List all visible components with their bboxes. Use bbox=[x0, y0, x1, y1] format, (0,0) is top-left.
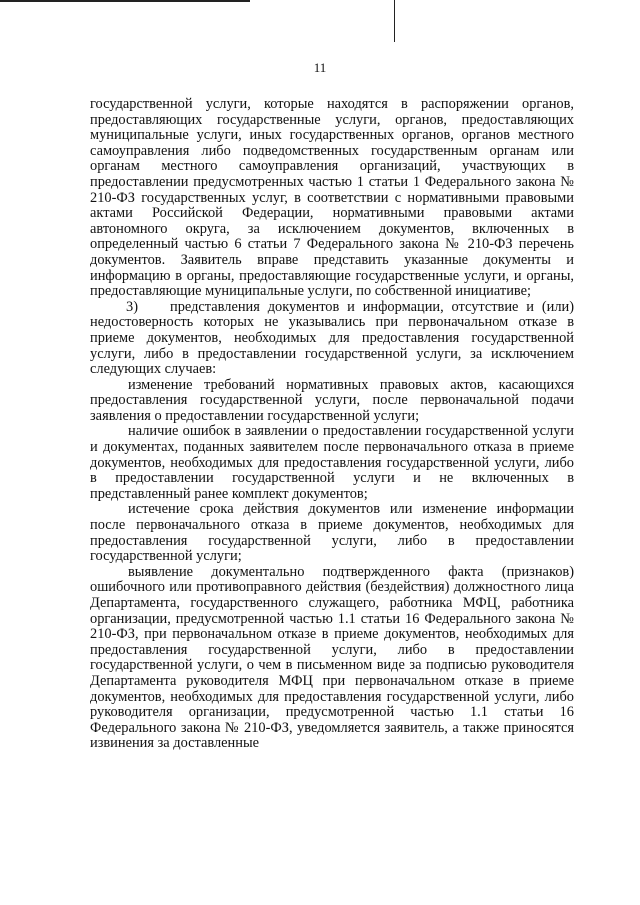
paragraph-continued: государственной услуги, которые находятся в распоряжении органов, предоставляющих государственные услуги, органов, предоставляющих муниципальные услуги, иных государственных органов, органов местного самоуправления либо подведомственных государственным органам или органам местного самоуправления организаций, участвующих в предоставлении предусмотренных частью 1 статьи 1 Федерального закона № 210-ФЗ государственных услуг, в соответствии с нормативными правовыми актами Российской Федерации, нормативными правовыми актами автономного округа, за исключением документов, включенных в определенный частью 6 статьи 7 Федерального закона № 210-ФЗ перечень документов. Заявитель вправе представить указанные документы и информацию в органы, предоставляющие государственные услуги, и органы, предоставляющие муниципальные услуги, по собственной инициативе; bbox=[90, 96, 574, 300]
item-3-text: представления документов и информации, отсутствие и (или) недостоверность которых не указывались при первоначальном отказе в приеме документов, необходимых для предоставления государственной услуги, либо в предоставлении государственной услуги, за исключением следующих случаев: bbox=[90, 298, 574, 378]
paragraph-case-requirements-change: изменение требований нормативных правовых актов, касающихся предоставления государственной услуги, после первоначальной подачи заявления о предоставлении государственной услуги; bbox=[90, 376, 574, 424]
item-number: 3) bbox=[126, 298, 138, 315]
paragraph-case-documents-expired: истечение срока действия документов или изменение информации после первоначального отказа в приеме документов, необходимых для предоставления государственной услуги, либо в предоставлении государственной услуги; bbox=[90, 501, 574, 565]
paragraph-case-erroneous-action: выявление документально подтвержденного факта (признаков) ошибочного или противоправного действия (бездействия) должностного лица Департамента, государственного служащего, работника МФЦ, работника организации, предусмотренной частью 1.1 статьи 16 Федерального закона № 210-ФЗ, при первоначальном отказе в приеме документов, необходимых для предоставления государственной услуги, либо в предоставлении государственной услуги, о чем в письменном виде за подписью руководителя Департамента руководителя МФЦ при первоначальном отказе в приеме документов, необходимых для предоставления государственной услуги, либо руководителя организации, предусмотренной частью 1.1 статьи 16 Федерального закона № 210-ФЗ, уведомляется заявитель, а также приносятся извинения за доставленные bbox=[90, 563, 574, 752]
scan-artifact-top-bar bbox=[0, 0, 250, 2]
page-number: 11 bbox=[313, 60, 327, 75]
document-body bbox=[90, 97, 574, 752]
paragraph-item-3 bbox=[90, 300, 574, 378]
scan-artifact-vertical-line bbox=[394, 0, 395, 42]
paragraph-case-errors-in-application: наличие ошибок в заявлении о предоставлении государственной услуги и документах, поданных заявителем после первоначального отказа в приеме документов, необходимых для предоставления государственной услуги, либо в предоставлении государственной услуги и не включенных в представленный ранее комплект документов; bbox=[90, 423, 574, 502]
